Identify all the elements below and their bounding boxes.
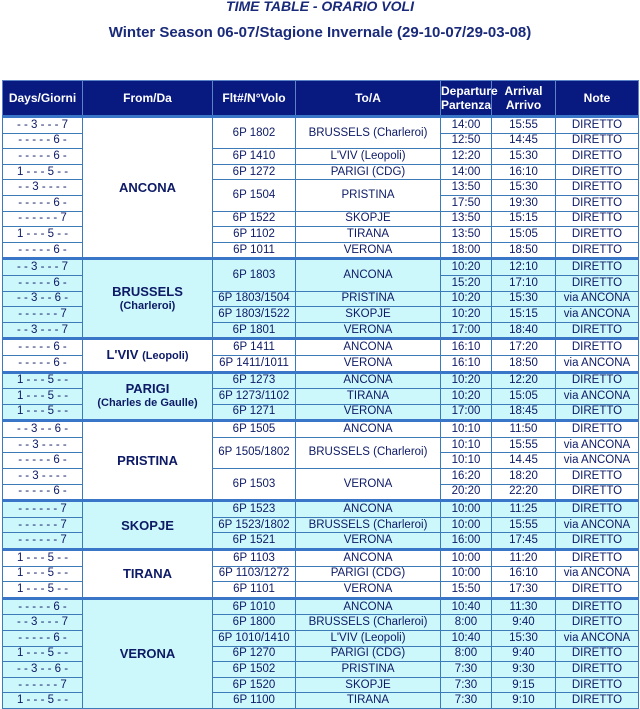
arrival-cell: 22:20 bbox=[492, 484, 556, 501]
departure-cell: 17:00 bbox=[441, 404, 492, 421]
departure-cell: 15:20 bbox=[441, 275, 492, 291]
flight-cell: 6P 1505/1802 bbox=[213, 437, 296, 468]
departure-cell: 7:30 bbox=[441, 693, 492, 709]
arrival-cell: 14:45 bbox=[492, 133, 556, 149]
destination-cell: VERONA bbox=[296, 469, 441, 501]
table-row bbox=[3, 550, 639, 567]
note-cell: via ANCONA bbox=[556, 291, 639, 307]
table-row bbox=[3, 117, 639, 134]
destination-cell: ANCONA bbox=[296, 259, 441, 291]
note-cell: DIRETTO bbox=[556, 662, 639, 678]
departure-cell: 17:00 bbox=[441, 322, 492, 339]
departure-cell: 10:10 bbox=[441, 421, 492, 438]
days-cell: - - - - - 6 - bbox=[3, 195, 83, 211]
arrival-cell: 15:30 bbox=[492, 180, 556, 196]
note-cell: DIRETTO bbox=[556, 501, 639, 518]
origin-group bbox=[3, 117, 639, 259]
destination-cell: VERONA bbox=[296, 404, 441, 421]
from-city: L'VIV bbox=[106, 346, 139, 362]
note-cell: DIRETTO bbox=[556, 242, 639, 259]
arrival-cell: 15:05 bbox=[492, 227, 556, 243]
days-cell: - - - - - - 7 bbox=[3, 533, 83, 550]
note-cell: via ANCONA bbox=[556, 517, 639, 533]
days-cell: - - 3 - - - - bbox=[3, 469, 83, 485]
col-days: Days/Giorni bbox=[3, 81, 83, 117]
days-cell: - - 3 - - - 7 bbox=[3, 117, 83, 134]
departure-cell: 14:00 bbox=[441, 117, 492, 134]
arrival-cell: 18:50 bbox=[492, 355, 556, 372]
arrival-cell: 11:30 bbox=[492, 598, 556, 615]
from-cell bbox=[83, 339, 213, 372]
days-cell: 1 - - - 5 - - bbox=[3, 164, 83, 180]
destination-cell: ANCONA bbox=[296, 372, 441, 389]
flight-cell: 6P 1273/1102 bbox=[213, 389, 296, 405]
note-cell: DIRETTO bbox=[556, 372, 639, 389]
arrival-cell: 9:30 bbox=[492, 662, 556, 678]
arrival-cell: 16:10 bbox=[492, 164, 556, 180]
flight-cell: 6P 1803 bbox=[213, 259, 296, 291]
destination-cell: ANCONA bbox=[296, 339, 441, 356]
departure-cell: 20:20 bbox=[441, 484, 492, 501]
flight-cell: 6P 1802 bbox=[213, 117, 296, 149]
flight-cell: 6P 1010/1410 bbox=[213, 631, 296, 647]
destination-cell: SKOPJE bbox=[296, 307, 441, 323]
departure-cell: 10:20 bbox=[441, 389, 492, 405]
departure-cell: 12:20 bbox=[441, 149, 492, 165]
note-cell: DIRETTO bbox=[556, 421, 639, 438]
departure-cell: 7:30 bbox=[441, 662, 492, 678]
arrival-cell: 15:15 bbox=[492, 211, 556, 227]
flight-cell: 6P 1010 bbox=[213, 598, 296, 615]
arrival-cell: 17:45 bbox=[492, 533, 556, 550]
days-cell: - - 3 - - - 7 bbox=[3, 322, 83, 339]
days-cell: - - 3 - - - - bbox=[3, 437, 83, 453]
note-cell: DIRETTO bbox=[556, 211, 639, 227]
departure-cell: 10:20 bbox=[441, 372, 492, 389]
departure-cell: 10:40 bbox=[441, 598, 492, 615]
days-cell: - - - - - - 7 bbox=[3, 307, 83, 323]
flight-cell: 6P 1101 bbox=[213, 582, 296, 599]
note-cell: via ANCONA bbox=[556, 437, 639, 453]
departure-cell: 8:00 bbox=[441, 615, 492, 631]
col-to: To/A bbox=[296, 81, 441, 117]
departure-cell: 10:40 bbox=[441, 631, 492, 647]
arrival-cell: 15:30 bbox=[492, 291, 556, 307]
departure-cell: 12:50 bbox=[441, 133, 492, 149]
arrival-cell: 12:20 bbox=[492, 372, 556, 389]
destination-cell: SKOPJE bbox=[296, 211, 441, 227]
destination-cell: ANCONA bbox=[296, 550, 441, 567]
arrival-cell: 15:05 bbox=[492, 389, 556, 405]
note-cell: DIRETTO bbox=[556, 180, 639, 196]
flight-cell: 6P 1801 bbox=[213, 322, 296, 339]
days-cell: - - 3 - - - 7 bbox=[3, 259, 83, 276]
days-cell: - - 3 - - 6 - bbox=[3, 291, 83, 307]
destination-cell: PARIGI (CDG) bbox=[296, 164, 441, 180]
destination-cell: PRISTINA bbox=[296, 180, 441, 211]
note-cell: DIRETTO bbox=[556, 484, 639, 501]
flight-cell: 6P 1411/1011 bbox=[213, 355, 296, 372]
departure-cell: 10:00 bbox=[441, 501, 492, 518]
note-cell: DIRETTO bbox=[556, 149, 639, 165]
table-row bbox=[3, 598, 639, 615]
page-title: TIME TABLE - ORARIO VOLI bbox=[226, 0, 414, 14]
from-cell bbox=[83, 550, 213, 599]
days-cell: - - - - - 6 - bbox=[3, 133, 83, 149]
origin-group bbox=[3, 259, 639, 339]
departure-cell: 16:10 bbox=[441, 355, 492, 372]
from-city: ANCONA bbox=[118, 180, 177, 196]
flight-cell: 6P 1503 bbox=[213, 469, 296, 501]
col-arrival-it: Arrivo bbox=[505, 98, 542, 112]
arrival-cell: 9:40 bbox=[492, 615, 556, 631]
departure-cell: 7:30 bbox=[441, 677, 492, 693]
arrival-cell: 18:45 bbox=[492, 404, 556, 421]
origin-group bbox=[3, 550, 639, 599]
origin-group bbox=[3, 372, 639, 421]
flight-cell: 6P 1800 bbox=[213, 615, 296, 631]
note-cell: DIRETTO bbox=[556, 404, 639, 421]
arrival-cell: 18:50 bbox=[492, 242, 556, 259]
arrival-cell: 16:10 bbox=[492, 566, 556, 582]
flight-cell: 6P 1272 bbox=[213, 164, 296, 180]
col-flight: Flt#/N°Volo bbox=[213, 81, 296, 117]
departure-cell: 13:50 bbox=[441, 180, 492, 196]
flight-cell: 6P 1803/1522 bbox=[213, 307, 296, 323]
from-cell bbox=[83, 117, 213, 259]
arrival-cell: 11:50 bbox=[492, 421, 556, 438]
destination-cell: L'VIV (Leopoli) bbox=[296, 149, 441, 165]
days-cell: - - - - - 6 - bbox=[3, 149, 83, 165]
note-cell: DIRETTO bbox=[556, 164, 639, 180]
flight-cell: 6P 1523 bbox=[213, 501, 296, 518]
note-cell: via ANCONA bbox=[556, 355, 639, 372]
days-cell: - - - - - 6 - bbox=[3, 339, 83, 356]
from-city: VERONA bbox=[119, 646, 176, 662]
note-cell: via ANCONA bbox=[556, 566, 639, 582]
note-cell: via ANCONA bbox=[556, 453, 639, 469]
origin-group bbox=[3, 421, 639, 501]
destination-cell: PARIGI (CDG) bbox=[296, 566, 441, 582]
note-cell: DIRETTO bbox=[556, 322, 639, 339]
flight-cell: 6P 1011 bbox=[213, 242, 296, 259]
destination-cell: VERONA bbox=[296, 533, 441, 550]
days-cell: - - - - - 6 - bbox=[3, 355, 83, 372]
departure-cell: 16:10 bbox=[441, 339, 492, 356]
flight-cell: 6P 1100 bbox=[213, 693, 296, 709]
departure-cell: 14:00 bbox=[441, 164, 492, 180]
flight-cell: 6P 1520 bbox=[213, 677, 296, 693]
note-cell: via ANCONA bbox=[556, 631, 639, 647]
arrival-cell: 14.45 bbox=[492, 453, 556, 469]
destination-cell: BRUSSELS (Charleroi) bbox=[296, 615, 441, 631]
from-cell bbox=[83, 259, 213, 339]
departure-cell: 13:50 bbox=[441, 227, 492, 243]
arrival-cell: 12:10 bbox=[492, 259, 556, 276]
arrival-cell: 17:20 bbox=[492, 339, 556, 356]
days-cell: 1 - - - 5 - - bbox=[3, 404, 83, 421]
note-cell: DIRETTO bbox=[556, 339, 639, 356]
arrival-cell: 9:15 bbox=[492, 677, 556, 693]
days-cell: - - 3 - - 6 - bbox=[3, 662, 83, 678]
origin-group bbox=[3, 501, 639, 550]
flight-cell: 6P 1270 bbox=[213, 646, 296, 662]
note-cell: DIRETTO bbox=[556, 550, 639, 567]
destination-cell: VERONA bbox=[296, 355, 441, 372]
arrival-cell: 15:15 bbox=[492, 307, 556, 323]
col-from: From/Da bbox=[83, 81, 213, 117]
destination-cell: ANCONA bbox=[296, 421, 441, 438]
col-departure-en: Departure bbox=[441, 84, 498, 98]
flight-cell: 6P 1521 bbox=[213, 533, 296, 550]
arrival-cell: 9:10 bbox=[492, 693, 556, 709]
destination-cell: TIRANA bbox=[296, 389, 441, 405]
departure-cell: 13:50 bbox=[441, 211, 492, 227]
departure-cell: 10:00 bbox=[441, 566, 492, 582]
table-row bbox=[3, 421, 639, 438]
days-cell: 1 - - - 5 - - bbox=[3, 550, 83, 567]
timetable bbox=[2, 80, 639, 709]
arrival-cell: 19:30 bbox=[492, 195, 556, 211]
table-row bbox=[3, 372, 639, 389]
from-city: SKOPJE bbox=[121, 517, 174, 533]
arrival-cell: 15:30 bbox=[492, 149, 556, 165]
departure-cell: 10:20 bbox=[441, 307, 492, 323]
days-cell: - - - - - - 7 bbox=[3, 677, 83, 693]
destination-cell: ANCONA bbox=[296, 598, 441, 615]
note-cell: via ANCONA bbox=[556, 389, 639, 405]
note-cell: via ANCONA bbox=[556, 307, 639, 323]
days-cell: - - - - - - 7 bbox=[3, 501, 83, 518]
departure-cell: 10:00 bbox=[441, 517, 492, 533]
col-note: Note bbox=[556, 81, 639, 117]
from-city: PARIGI bbox=[125, 381, 170, 397]
days-cell: 1 - - - 5 - - bbox=[3, 646, 83, 662]
note-cell: DIRETTO bbox=[556, 195, 639, 211]
arrival-cell: 17:30 bbox=[492, 582, 556, 599]
days-cell: - - - - - 6 - bbox=[3, 484, 83, 501]
table-row bbox=[3, 259, 639, 276]
departure-cell: 16:00 bbox=[441, 533, 492, 550]
destination-cell: ANCONA bbox=[296, 501, 441, 518]
from-city: PRISTINA bbox=[117, 453, 178, 469]
flight-cell: 6P 1504 bbox=[213, 180, 296, 211]
arrival-cell: 9:40 bbox=[492, 646, 556, 662]
arrival-cell: 11:25 bbox=[492, 501, 556, 518]
days-cell: 1 - - - 5 - - bbox=[3, 389, 83, 405]
table-row bbox=[3, 339, 639, 356]
from-cell bbox=[83, 421, 213, 501]
note-cell: DIRETTO bbox=[556, 259, 639, 276]
destination-cell: PARIGI (CDG) bbox=[296, 646, 441, 662]
note-cell: DIRETTO bbox=[556, 533, 639, 550]
days-cell: 1 - - - 5 - - bbox=[3, 693, 83, 709]
note-cell: DIRETTO bbox=[556, 133, 639, 149]
arrival-cell: 11:20 bbox=[492, 550, 556, 567]
flight-cell: 6P 1103 bbox=[213, 550, 296, 567]
destination-cell: PRISTINA bbox=[296, 291, 441, 307]
arrival-cell: 18:20 bbox=[492, 469, 556, 485]
flight-cell: 6P 1411 bbox=[213, 339, 296, 356]
col-departure bbox=[441, 81, 498, 117]
arrival-cell: 15:55 bbox=[492, 437, 556, 453]
flight-cell: 6P 1103/1272 bbox=[213, 566, 296, 582]
arrival-cell: 15:55 bbox=[492, 517, 556, 533]
destination-cell: BRUSSELS (Charleroi) bbox=[296, 117, 441, 149]
arrival-cell: 15:55 bbox=[492, 117, 556, 134]
flight-cell: 6P 1502 bbox=[213, 662, 296, 678]
flight-cell: 6P 1410 bbox=[213, 149, 296, 165]
flight-cell: 6P 1505 bbox=[213, 421, 296, 438]
destination-cell: TIRANA bbox=[296, 693, 441, 709]
destination-cell: VERONA bbox=[296, 582, 441, 599]
from-city: TIRANA bbox=[122, 566, 173, 582]
note-cell: DIRETTO bbox=[556, 615, 639, 631]
note-cell: DIRETTO bbox=[556, 275, 639, 291]
flight-cell: 6P 1102 bbox=[213, 227, 296, 243]
days-cell: - - 3 - - - - bbox=[3, 180, 83, 196]
page-subtitle: Winter Season 06-07/Stagione Invernale (29-10-07/29-03-08) bbox=[108, 24, 532, 41]
note-cell: DIRETTO bbox=[556, 582, 639, 599]
days-cell: - - 3 - - - 7 bbox=[3, 615, 83, 631]
arrival-cell: 15:30 bbox=[492, 631, 556, 647]
departure-cell: 8:00 bbox=[441, 646, 492, 662]
days-cell: - - - - - - 7 bbox=[3, 211, 83, 227]
days-cell: 1 - - - 5 - - bbox=[3, 566, 83, 582]
destination-cell: PRISTINA bbox=[296, 662, 441, 678]
from-cell bbox=[83, 501, 213, 550]
days-cell: 1 - - - 5 - - bbox=[3, 582, 83, 599]
departure-cell: 16:20 bbox=[441, 469, 492, 485]
days-cell: - - - - - 6 - bbox=[3, 453, 83, 469]
departure-cell: 10:00 bbox=[441, 550, 492, 567]
header-row bbox=[3, 81, 639, 117]
origin-group bbox=[3, 339, 639, 372]
flight-cell: 6P 1522 bbox=[213, 211, 296, 227]
departure-cell: 10:10 bbox=[441, 437, 492, 453]
note-cell: DIRETTO bbox=[556, 469, 639, 485]
destination-cell: L'VIV (Leopoli) bbox=[296, 631, 441, 647]
destination-cell: BRUSSELS (Charleroi) bbox=[296, 437, 441, 468]
note-cell: DIRETTO bbox=[556, 598, 639, 615]
days-cell: - - - - - 6 - bbox=[3, 631, 83, 647]
table-row bbox=[3, 501, 639, 518]
flight-cell: 6P 1803/1504 bbox=[213, 291, 296, 307]
col-departure-it: Partenza bbox=[441, 98, 492, 112]
from-city: BRUSSELS bbox=[112, 283, 183, 299]
destination-cell: VERONA bbox=[296, 242, 441, 259]
note-cell: DIRETTO bbox=[556, 117, 639, 134]
note-cell: DIRETTO bbox=[556, 646, 639, 662]
origin-group bbox=[3, 598, 639, 708]
note-cell: DIRETTO bbox=[556, 693, 639, 709]
from-cell bbox=[83, 372, 213, 421]
destination-cell: SKOPJE bbox=[296, 677, 441, 693]
days-cell: - - 3 - - 6 - bbox=[3, 421, 83, 438]
departure-cell: 10:10 bbox=[441, 453, 492, 469]
from-city-detail: (Leopoli) bbox=[142, 349, 189, 362]
destination-cell: VERONA bbox=[296, 322, 441, 339]
days-cell: 1 - - - 5 - - bbox=[3, 372, 83, 389]
flight-cell: 6P 1523/1802 bbox=[213, 517, 296, 533]
note-cell: DIRETTO bbox=[556, 227, 639, 243]
col-arrival bbox=[492, 81, 556, 117]
days-cell: - - - - - 6 - bbox=[3, 275, 83, 291]
from-cell bbox=[83, 598, 213, 708]
departure-cell: 10:20 bbox=[441, 291, 492, 307]
destination-cell: TIRANA bbox=[296, 227, 441, 243]
days-cell: 1 - - - 5 - - bbox=[3, 227, 83, 243]
departure-cell: 15:50 bbox=[441, 582, 492, 599]
days-cell: - - - - - - 7 bbox=[3, 517, 83, 533]
col-arrival-en: Arrival bbox=[504, 84, 543, 98]
departure-cell: 17:50 bbox=[441, 195, 492, 211]
flight-cell: 6P 1271 bbox=[213, 404, 296, 421]
flight-cell: 6P 1273 bbox=[213, 372, 296, 389]
arrival-cell: 17:10 bbox=[492, 275, 556, 291]
destination-cell: BRUSSELS (Charleroi) bbox=[296, 517, 441, 533]
note-cell: DIRETTO bbox=[556, 677, 639, 693]
from-city-detail: (Charleroi) bbox=[119, 299, 176, 312]
days-cell: - - - - - 6 - bbox=[3, 598, 83, 615]
arrival-cell: 18:40 bbox=[492, 322, 556, 339]
departure-cell: 18:00 bbox=[441, 242, 492, 259]
from-city-detail: (Charles de Gaulle) bbox=[97, 397, 198, 410]
departure-cell: 10:20 bbox=[441, 259, 492, 276]
days-cell: - - - - - 6 - bbox=[3, 242, 83, 259]
